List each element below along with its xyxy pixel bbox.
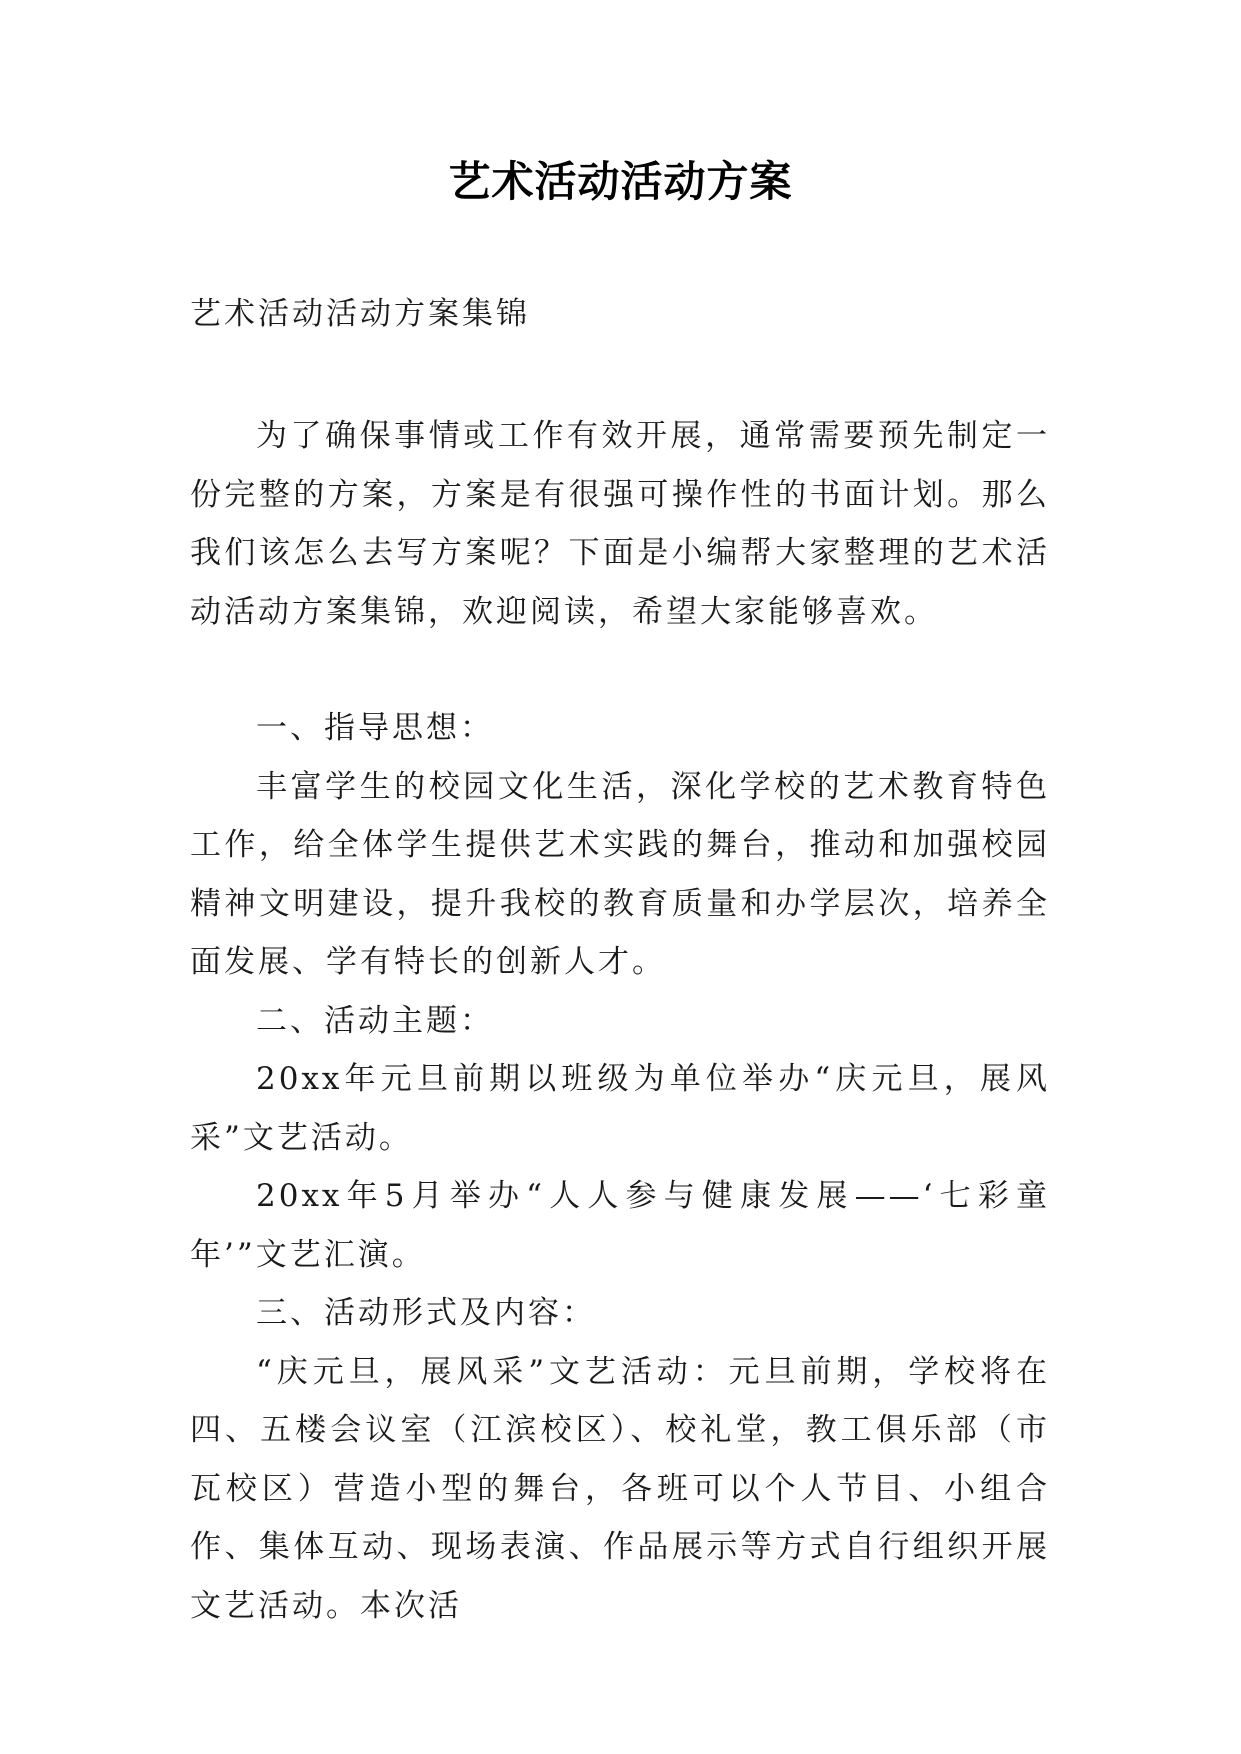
activity-theme-new-year: 20xx年元旦前期以班级为单位举办“庆元旦，展风采”文艺活动。 bbox=[190, 1061, 1050, 1156]
document-subtitle: 艺术活动活动方案集锦 bbox=[190, 296, 530, 332]
activity-form-paragraph: “庆元旦，展风采”文艺活动：元旦前期，学校将在四、五楼会议室（江滨校区）、校礼堂，教工俱乐部（市瓦校区）营造小型的舞台，各班可以个人节目、小组合作、集体互动、现场表演、作品展示等方式自行组织开展文艺活动。本次活 bbox=[190, 1353, 1050, 1624]
section-heading-activity-form: 三、活动形式及内容： bbox=[256, 1295, 596, 1331]
guiding-ideology-paragraph: 丰富学生的校园文化生活，深化学校的艺术教育特色工作，给全体学生提供艺术实践的舞台，推动和加强校园精神文明建设，提升我校的教育质量和办学层次，培养全面发展、学有特长的创新人才。 bbox=[190, 768, 1050, 980]
section-heading-activity-theme: 二、活动主题： bbox=[256, 1002, 494, 1039]
section-heading-guiding-ideology: 一、指导思想： bbox=[256, 710, 494, 746]
activity-theme-may-show: 20xx年5月举办“人人参与健康发展——‘七彩童年’”文艺汇演。 bbox=[190, 1178, 1050, 1273]
document-body bbox=[190, 407, 1050, 1635]
intro-paragraph: 为了确保事情或工作有效开展，通常需要预先制定一份完整的方案，方案是有很强可操作性的书面计划。那么我们该怎么去写方案呢？下面是小编帮大家整理的艺术活动活动方案集锦，欢迎阅读，希望大家能够喜欢。 bbox=[190, 418, 1050, 630]
document-title: 艺术活动活动方案 bbox=[448, 157, 793, 206]
